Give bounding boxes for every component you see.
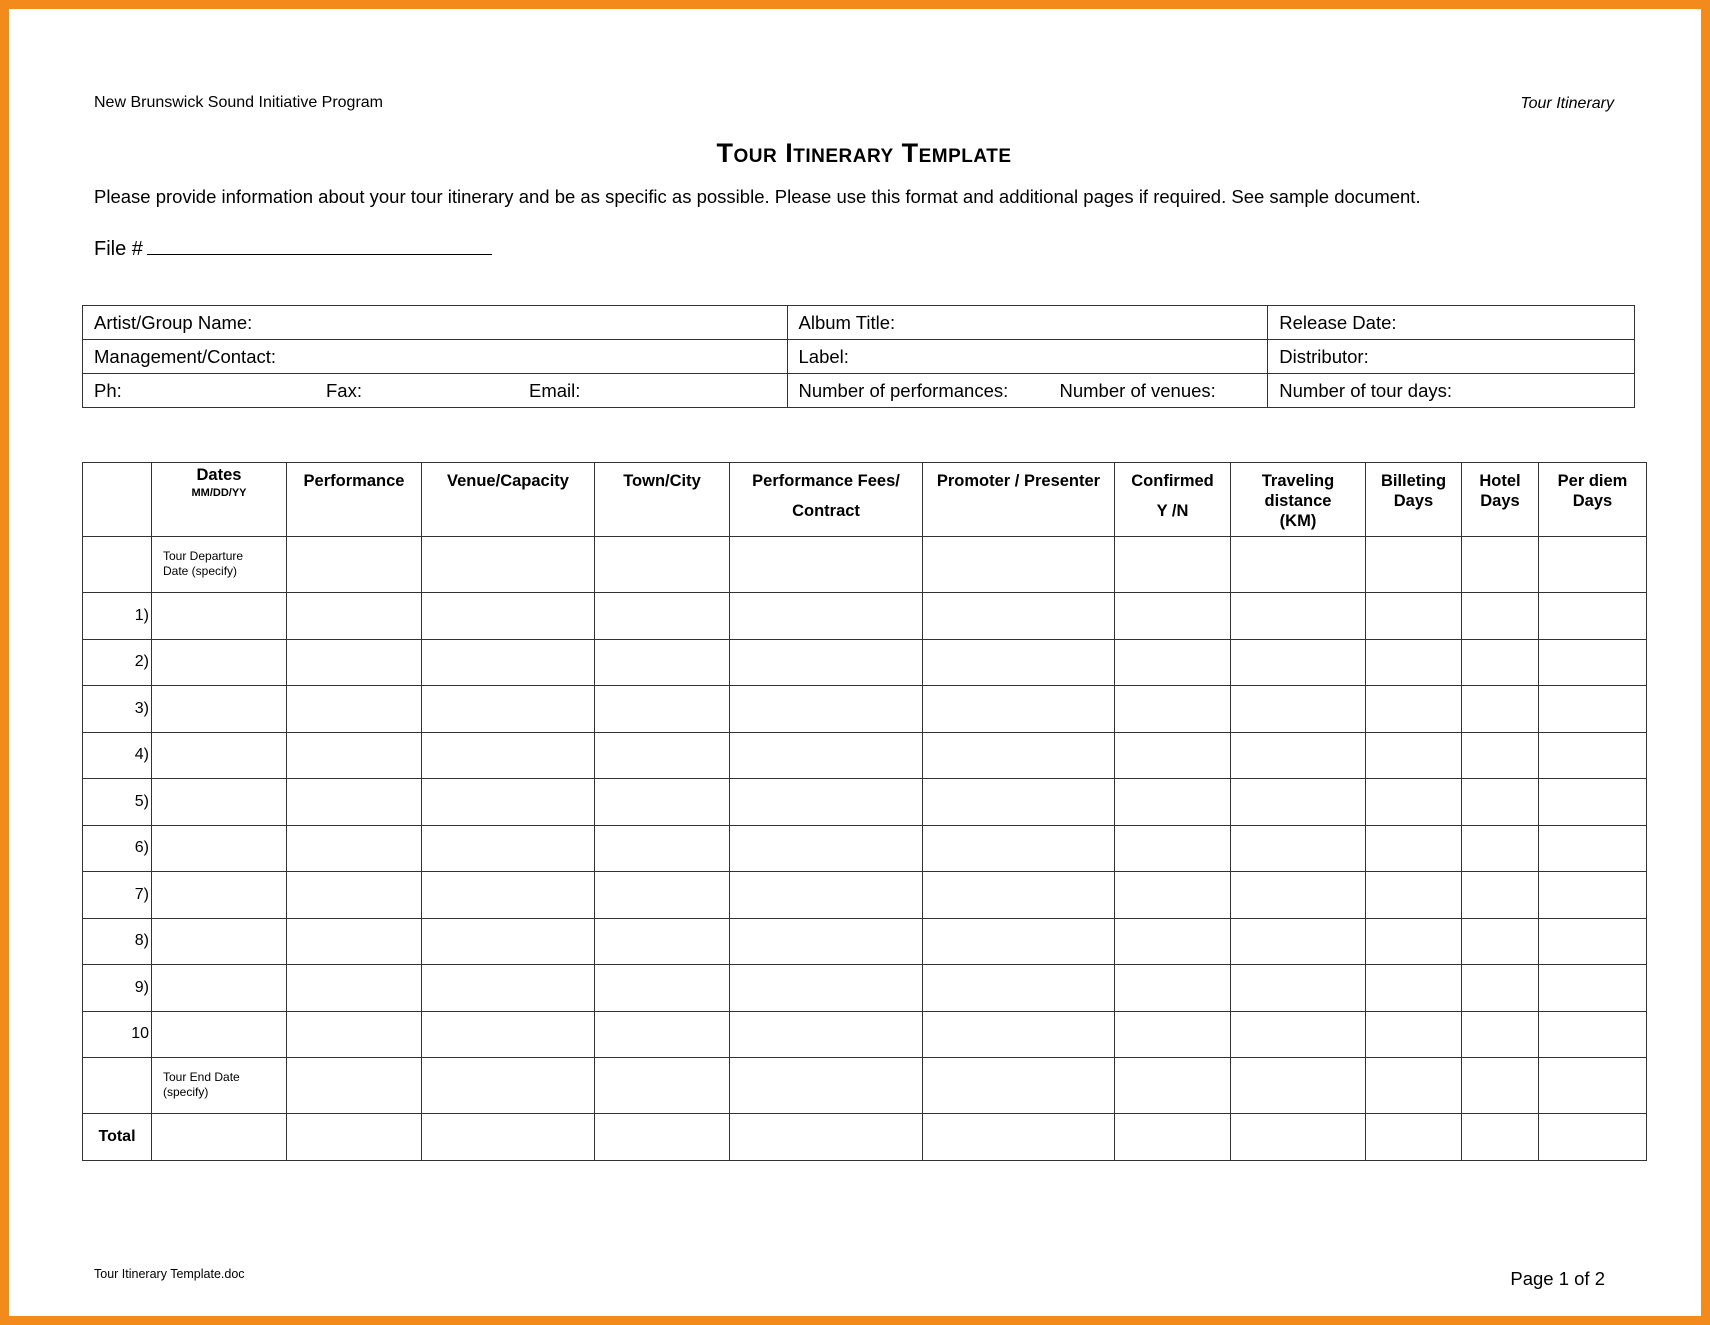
table-cell[interactable] xyxy=(1462,779,1539,826)
col-promoter: Promoter / Presenter xyxy=(923,463,1115,537)
table-cell[interactable] xyxy=(422,779,595,826)
col-billeting xyxy=(1366,463,1462,537)
row-number: 1) xyxy=(83,593,152,640)
row-number: 5) xyxy=(83,779,152,826)
table-cell[interactable] xyxy=(1115,593,1231,640)
table-row xyxy=(83,918,1647,965)
file-number-field[interactable] xyxy=(147,234,492,255)
table-cell[interactable] xyxy=(422,593,595,640)
table-cell[interactable] xyxy=(152,1011,287,1058)
table-cell[interactable] xyxy=(1462,732,1539,779)
table-cell[interactable] xyxy=(422,1011,595,1058)
table-cell[interactable] xyxy=(1462,825,1539,872)
counts-field[interactable] xyxy=(787,374,1268,408)
release-field[interactable] xyxy=(1268,306,1635,340)
fax-label: Fax: xyxy=(326,379,362,401)
num-tour-days-label: Number of tour days: xyxy=(1279,379,1453,401)
table-cell[interactable] xyxy=(1115,872,1231,919)
row-number: 3) xyxy=(83,686,152,733)
table-cell[interactable] xyxy=(1539,825,1647,872)
col-fees-line1: Performance Fees/ xyxy=(752,472,900,490)
table-cell[interactable] xyxy=(152,965,287,1012)
row-number: 4) xyxy=(83,732,152,779)
row-number: 7) xyxy=(83,872,152,919)
table-cell[interactable] xyxy=(923,732,1115,779)
table-cell[interactable] xyxy=(923,537,1115,593)
total-label: Total xyxy=(83,1114,152,1161)
file-number-line xyxy=(94,234,492,261)
table-cell[interactable] xyxy=(923,686,1115,733)
program-name: New Brunswick Sound Initiative Program xyxy=(94,94,384,111)
table-cell[interactable] xyxy=(730,872,923,919)
col-traveling-line2: distance xyxy=(1264,492,1332,510)
table-cell[interactable] xyxy=(1231,872,1366,919)
table-cell[interactable] xyxy=(730,639,923,686)
departure-rownum-cell xyxy=(83,537,152,593)
table-cell[interactable] xyxy=(287,965,422,1012)
col-fees xyxy=(730,463,923,537)
artist-field[interactable] xyxy=(83,306,788,340)
col-perdiem xyxy=(1539,463,1647,537)
table-cell[interactable] xyxy=(287,593,422,640)
col-dates xyxy=(152,463,287,537)
tour-days-field[interactable] xyxy=(1268,374,1635,408)
table-cell[interactable] xyxy=(152,593,287,640)
table-cell[interactable] xyxy=(923,918,1115,965)
end-rownum-cell xyxy=(83,1058,152,1114)
col-confirmed-line1: Confirmed xyxy=(1131,472,1214,490)
table-cell[interactable] xyxy=(1366,686,1462,733)
table-cell[interactable] xyxy=(923,593,1115,640)
table-cell[interactable] xyxy=(730,686,923,733)
info-table xyxy=(82,305,1635,408)
table-cell[interactable] xyxy=(1231,1114,1366,1161)
col-traveling xyxy=(1231,463,1366,537)
table-cell[interactable] xyxy=(595,1114,730,1161)
row-number: 2) xyxy=(83,639,152,686)
end-note-line1: Tour End Date xyxy=(163,1070,240,1084)
management-field[interactable] xyxy=(83,340,788,374)
table-cell[interactable] xyxy=(1539,1011,1647,1058)
col-traveling-line3: (KM) xyxy=(1279,512,1317,530)
col-hotel-line1: Hotel xyxy=(1479,472,1521,490)
end-note-line2: (specify) xyxy=(163,1085,209,1099)
table-cell[interactable] xyxy=(1462,918,1539,965)
table-cell[interactable] xyxy=(730,1114,923,1161)
col-confirmed-line2: Y /N xyxy=(1156,502,1189,520)
table-cell[interactable] xyxy=(1366,1114,1462,1161)
num-venues-label: Number of venues: xyxy=(1059,379,1216,401)
table-cell[interactable] xyxy=(730,779,923,826)
table-cell[interactable] xyxy=(1231,537,1366,593)
table-cell[interactable] xyxy=(152,872,287,919)
table-cell[interactable] xyxy=(1539,1114,1647,1161)
end-date-row xyxy=(83,1058,1647,1114)
col-billeting-line2: Days xyxy=(1393,492,1434,510)
table-cell[interactable] xyxy=(422,965,595,1012)
table-cell[interactable] xyxy=(1462,1114,1539,1161)
table-cell[interactable] xyxy=(287,639,422,686)
total-row xyxy=(83,1114,1647,1161)
footer-filename: Tour Itinerary Template.doc xyxy=(94,1267,245,1281)
table-cell[interactable] xyxy=(595,965,730,1012)
table-cell[interactable] xyxy=(287,1011,422,1058)
file-number-label: File # xyxy=(94,238,143,260)
email-label: Email: xyxy=(529,379,581,401)
table-cell[interactable] xyxy=(1539,872,1647,919)
table-cell[interactable] xyxy=(730,825,923,872)
table-cell[interactable] xyxy=(287,1058,422,1114)
table-cell[interactable] xyxy=(1462,965,1539,1012)
table-cell[interactable] xyxy=(595,686,730,733)
row-number: 6) xyxy=(83,825,152,872)
table-row xyxy=(83,686,1647,733)
table-cell[interactable] xyxy=(152,639,287,686)
table-cell[interactable] xyxy=(1231,779,1366,826)
col-dates-format: MM/DD/YY xyxy=(191,487,247,499)
col-confirmed xyxy=(1115,463,1231,537)
table-row xyxy=(83,732,1647,779)
table-row xyxy=(83,779,1647,826)
col-perdiem-line1: Per diem xyxy=(1557,472,1628,490)
table-cell[interactable] xyxy=(923,872,1115,919)
table-cell[interactable] xyxy=(152,918,287,965)
col-perdiem-line2: Days xyxy=(1572,492,1613,510)
table-cell[interactable] xyxy=(1231,686,1366,733)
label-label: Label: xyxy=(798,345,849,367)
table-cell[interactable] xyxy=(595,779,730,826)
col-town: Town/City xyxy=(595,463,730,537)
table-cell[interactable] xyxy=(1115,918,1231,965)
table-cell[interactable] xyxy=(1539,686,1647,733)
table-row xyxy=(83,593,1647,640)
instructions-text: Please provide information about your tour itinerary and be as specific as possible. Please use this format and additional pages if required. See sample document. xyxy=(94,186,1421,207)
table-cell[interactable] xyxy=(595,825,730,872)
departure-note-line2: Date (specify) xyxy=(163,564,238,578)
table-cell[interactable] xyxy=(595,537,730,593)
table-cell[interactable] xyxy=(1462,537,1539,593)
table-cell[interactable] xyxy=(1462,593,1539,640)
table-cell[interactable] xyxy=(422,639,595,686)
departure-note-line1: Tour Departure xyxy=(163,549,244,563)
table-cell[interactable] xyxy=(730,732,923,779)
table-cell[interactable] xyxy=(152,686,287,733)
table-cell[interactable] xyxy=(1539,779,1647,826)
table-cell[interactable] xyxy=(1366,1058,1462,1114)
col-hotel xyxy=(1462,463,1539,537)
table-cell[interactable] xyxy=(1231,965,1366,1012)
table-cell[interactable] xyxy=(923,965,1115,1012)
table-cell[interactable] xyxy=(287,825,422,872)
document-title: Tour Itinerary Template xyxy=(716,138,1012,168)
table-cell[interactable] xyxy=(1366,593,1462,640)
departure-row xyxy=(83,537,1647,593)
table-cell[interactable] xyxy=(1462,686,1539,733)
phone-label: Ph: xyxy=(94,379,122,401)
table-cell[interactable] xyxy=(1366,639,1462,686)
table-cell[interactable] xyxy=(1115,1058,1231,1114)
col-dates-title: Dates xyxy=(196,466,242,484)
col-traveling-line1: Traveling xyxy=(1261,472,1335,490)
table-cell[interactable] xyxy=(730,537,923,593)
table-cell[interactable] xyxy=(1366,872,1462,919)
table-cell[interactable] xyxy=(422,732,595,779)
table-cell[interactable] xyxy=(152,1114,287,1161)
table-cell[interactable] xyxy=(287,686,422,733)
table-cell[interactable] xyxy=(1462,1058,1539,1114)
table-cell[interactable] xyxy=(730,593,923,640)
table-cell[interactable] xyxy=(1231,825,1366,872)
table-cell[interactable] xyxy=(287,872,422,919)
table-cell[interactable] xyxy=(1115,825,1231,872)
table-row xyxy=(83,1011,1647,1058)
table-cell[interactable] xyxy=(1366,1011,1462,1058)
table-cell[interactable] xyxy=(595,1011,730,1058)
table-cell[interactable] xyxy=(1366,918,1462,965)
col-hotel-line2: Days xyxy=(1480,492,1520,510)
col-venue: Venue/Capacity xyxy=(422,463,595,537)
table-cell[interactable] xyxy=(1231,1058,1366,1114)
table-cell[interactable] xyxy=(595,593,730,640)
table-cell[interactable] xyxy=(1366,537,1462,593)
row-number: 9) xyxy=(83,965,152,1012)
table-cell[interactable] xyxy=(422,1114,595,1161)
table-cell[interactable] xyxy=(152,732,287,779)
contact-numbers-field[interactable] xyxy=(83,374,788,408)
num-performances-label: Number of performances: xyxy=(798,379,1009,401)
table-cell[interactable] xyxy=(287,732,422,779)
table-cell[interactable] xyxy=(730,918,923,965)
table-cell[interactable] xyxy=(422,918,595,965)
table-cell[interactable] xyxy=(1539,537,1647,593)
table-cell[interactable] xyxy=(1231,593,1366,640)
table-cell[interactable] xyxy=(1366,965,1462,1012)
table-cell[interactable] xyxy=(1539,918,1647,965)
table-cell[interactable] xyxy=(1366,779,1462,826)
col-billeting-line1: Billeting xyxy=(1380,472,1447,490)
album-field[interactable] xyxy=(787,306,1268,340)
table-cell[interactable] xyxy=(1462,639,1539,686)
table-cell[interactable] xyxy=(1539,593,1647,640)
table-cell[interactable] xyxy=(595,918,730,965)
table-cell[interactable] xyxy=(923,779,1115,826)
table-cell[interactable] xyxy=(152,779,287,826)
col-fees-line2: Contract xyxy=(792,502,860,520)
header-row xyxy=(83,463,1647,537)
table-cell[interactable] xyxy=(595,1058,730,1114)
table-cell[interactable] xyxy=(422,1058,595,1114)
table-row xyxy=(83,639,1647,686)
distributor-field[interactable] xyxy=(1268,340,1635,374)
table-cell[interactable] xyxy=(1539,965,1647,1012)
table-cell[interactable] xyxy=(1115,686,1231,733)
table-cell[interactable] xyxy=(923,639,1115,686)
table-cell[interactable] xyxy=(1231,1011,1366,1058)
table-cell[interactable] xyxy=(1115,1114,1231,1161)
table-cell[interactable] xyxy=(1115,537,1231,593)
label-field[interactable] xyxy=(787,340,1268,374)
doc-type-label: Tour Itinerary xyxy=(1520,95,1614,112)
table-cell[interactable] xyxy=(595,639,730,686)
release-label: Release Date: xyxy=(1279,311,1397,333)
table-cell[interactable] xyxy=(1366,732,1462,779)
management-label: Management/Contact: xyxy=(94,345,277,367)
table-cell[interactable] xyxy=(1115,1011,1231,1058)
table-cell[interactable] xyxy=(730,1011,923,1058)
table-cell[interactable] xyxy=(1231,639,1366,686)
table-cell[interactable] xyxy=(287,1114,422,1161)
table-cell[interactable] xyxy=(152,825,287,872)
table-cell[interactable] xyxy=(422,872,595,919)
table-cell[interactable] xyxy=(1539,732,1647,779)
departure-date-cell[interactable] xyxy=(152,537,287,593)
row-number: 10 xyxy=(83,1011,152,1058)
table-cell[interactable] xyxy=(1115,639,1231,686)
table-cell[interactable] xyxy=(923,825,1115,872)
table-cell[interactable] xyxy=(287,779,422,826)
table-cell[interactable] xyxy=(1539,639,1647,686)
album-label: Album Title: xyxy=(798,311,896,333)
table-cell[interactable] xyxy=(287,918,422,965)
row-number: 8) xyxy=(83,918,152,965)
artist-label: Artist/Group Name: xyxy=(94,311,253,333)
col-rownum xyxy=(83,463,152,537)
table-cell[interactable] xyxy=(1539,1058,1647,1114)
table-cell[interactable] xyxy=(730,965,923,1012)
table-cell[interactable] xyxy=(1115,965,1231,1012)
table-cell[interactable] xyxy=(1462,1011,1539,1058)
distributor-label: Distributor: xyxy=(1279,345,1369,367)
table-cell[interactable] xyxy=(1366,825,1462,872)
table-cell[interactable] xyxy=(595,872,730,919)
table-cell[interactable] xyxy=(923,1058,1115,1114)
table-row xyxy=(83,965,1647,1012)
table-cell[interactable] xyxy=(422,825,595,872)
table-cell[interactable] xyxy=(422,686,595,733)
table-cell[interactable] xyxy=(1115,779,1231,826)
table-cell[interactable] xyxy=(923,1011,1115,1058)
table-cell[interactable] xyxy=(1231,918,1366,965)
end-date-cell[interactable] xyxy=(152,1058,287,1114)
table-row xyxy=(83,825,1647,872)
table-cell[interactable] xyxy=(1231,732,1366,779)
table-cell[interactable] xyxy=(595,732,730,779)
table-cell[interactable] xyxy=(923,1114,1115,1161)
table-cell[interactable] xyxy=(1115,732,1231,779)
table-cell[interactable] xyxy=(730,1058,923,1114)
table-cell[interactable] xyxy=(287,537,422,593)
table-cell[interactable] xyxy=(422,537,595,593)
table-cell[interactable] xyxy=(1462,872,1539,919)
footer-page-number: Page 1 of 2 xyxy=(1510,1268,1605,1289)
col-performance: Performance xyxy=(287,463,422,537)
table-row xyxy=(83,872,1647,919)
itinerary-table xyxy=(82,462,1647,1161)
